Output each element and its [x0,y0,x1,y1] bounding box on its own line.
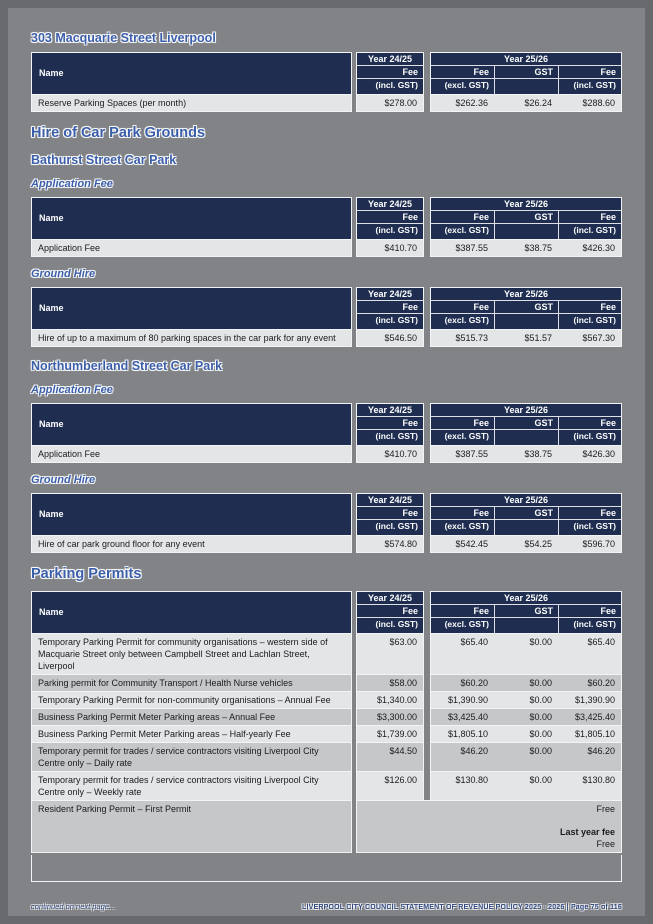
column-header-year-2526: Year 25/26 [430,591,622,605]
fee-value-cell: $1,805.10 [558,725,622,742]
fee-value-cell: $60.20 [430,674,494,691]
fee-name-cell: Business Parking Permit Meter Parking areas – Annual Fee [31,708,352,725]
fee-name-cell: Reserve Parking Spaces (per month) [31,94,352,112]
column-header-fee-incl: Fee [558,605,622,618]
column-header-fee-incl: Fee [558,66,622,79]
table-parking-permits [31,591,622,853]
column-header-gst: GST [494,211,558,224]
fee-value-cell: $126.00 [356,771,424,800]
column-header-fee-excl: Fee [430,417,494,430]
fee-value-cell: $574.80 [356,535,424,553]
column-header-year-2425: Year 24/25 [356,403,424,417]
fee-value-cell: $0.00 [494,674,558,691]
column-header-incl-gst-note: (incl. GST) [558,618,622,633]
column-header-name: Name [31,591,352,633]
heading-bathurst-street-car-park: Bathurst Street Car Park [31,153,177,167]
column-header-fee-incl: Fee [558,211,622,224]
fee-value-cell: $38.75 [494,239,558,257]
column-header-year-2425: Year 24/25 [356,197,424,211]
fee-value-cell: $0.00 [494,633,558,674]
column-header-gst-note-empty [494,79,558,94]
heading-parking-permits: Parking Permits [31,566,142,582]
column-header-fee-incl: Fee [558,417,622,430]
fee-name-cell: Parking permit for Community Transport / Health Nurse vehicles [31,674,352,691]
fee-value-cell: $387.55 [430,239,494,257]
column-header-fee-excl: Fee [430,301,494,314]
column-header-excl-gst-note: (excl. GST) [430,520,494,535]
column-header-fee: Fee [356,66,424,79]
fee-value-cell: $65.40 [430,633,494,674]
column-header-incl-gst: (incl. GST) [356,314,424,329]
fee-value-cell: $426.30 [558,445,622,463]
column-header-fee-incl: Fee [558,507,622,520]
column-header-incl-gst: (incl. GST) [356,520,424,535]
heading-application-fee: Application Fee [31,384,113,396]
fee-free-cell: Free [356,800,622,817]
column-header-name: Name [31,403,352,445]
column-header-incl-gst-note: (incl. GST) [558,224,622,239]
fee-name-cell: Application Fee [31,239,352,257]
fee-value-cell: $44.50 [356,742,424,771]
column-header-year-2425: Year 24/25 [356,493,424,507]
table-continuation-frame [31,855,622,882]
column-header-gst: GST [494,301,558,314]
heading-macquarie-street: 303 Macquarie Street Liverpool [31,31,216,45]
fee-value-cell: $410.70 [356,239,424,257]
fee-name-cell: Resident Parking Permit – First Permit [31,800,352,817]
fee-name-cell: Hire of car park ground floor for any event [31,535,352,553]
column-header-excl-gst-note: (excl. GST) [430,314,494,329]
column-header-year-2526: Year 25/26 [430,197,622,211]
column-header-year-2526: Year 25/26 [430,52,622,66]
heading-ground-hire: Ground Hire [31,474,96,486]
fee-value-cell: $54.25 [494,535,558,553]
fee-value-cell: $130.80 [558,771,622,800]
fee-value-cell: $410.70 [356,445,424,463]
column-header-incl-gst-note: (incl. GST) [558,430,622,445]
fee-value-cell: $278.00 [356,94,424,112]
fee-value-cell: $567.30 [558,329,622,347]
column-header-excl-gst-note: (excl. GST) [430,618,494,633]
fee-name-cell: Temporary Parking Permit for community organisations – western side of Macquarie Street only between Campbell Street and Lachlan Street, Liverpool [31,633,352,674]
fee-value-cell: $262.36 [430,94,494,112]
fee-value-cell: $426.30 [558,239,622,257]
fee-value-cell: $0.00 [494,708,558,725]
fee-value-cell: $542.45 [430,535,494,553]
column-header-incl-gst-note: (incl. GST) [558,79,622,94]
column-header-year-2526: Year 25/26 [430,403,622,417]
column-header-fee: Fee [356,507,424,520]
fee-name-cell: Application Fee [31,445,352,463]
table-bathurst-application-fee [31,197,622,257]
column-header-incl-gst: (incl. GST) [356,79,424,94]
column-header-fee: Fee [356,211,424,224]
fee-value-cell: $3,425.40 [430,708,494,725]
fee-value-cell: $1,739.00 [356,725,424,742]
heading-ground-hire: Ground Hire [31,268,96,280]
fee-value-cell: $387.55 [430,445,494,463]
column-header-incl-gst: (incl. GST) [356,618,424,633]
column-header-fee-excl: Fee [430,211,494,224]
column-header-fee-excl: Fee [430,605,494,618]
column-header-incl-gst-note: (incl. GST) [558,520,622,535]
fee-value-cell: $0.00 [494,725,558,742]
last-year-fee-value: Free [596,839,615,849]
column-header-year-2425: Year 24/25 [356,52,424,66]
column-header-gst-note-empty [494,224,558,239]
fee-value-cell: $0.00 [494,771,558,800]
fee-value-cell: $130.80 [430,771,494,800]
fee-value-cell: $58.00 [356,674,424,691]
column-header-incl-gst: (incl. GST) [356,224,424,239]
column-header-fee-excl: Fee [430,507,494,520]
column-header-name: Name [31,287,352,329]
column-header-name: Name [31,493,352,535]
fee-name-cell: Temporary Parking Permit for non-community organisations – Annual Fee [31,691,352,708]
column-header-fee: Fee [356,605,424,618]
column-header-excl-gst-note: (excl. GST) [430,224,494,239]
footer-document-title: LIVERPOOL CITY COUNCIL STATEMENT OF REVENUE POLICY 2025 - 2026 | Page 75 of 116 [301,904,622,911]
column-header-year-2425: Year 24/25 [356,591,424,605]
column-header-fee: Fee [356,417,424,430]
fee-value-cell: $1,805.10 [430,725,494,742]
heading-application-fee: Application Fee [31,178,113,190]
table-macquarie-fees [31,52,622,112]
last-year-fee-label: Last year fee [559,827,615,837]
column-header-year-2425: Year 24/25 [356,287,424,301]
document-page [8,8,645,916]
column-header-gst-note-empty [494,430,558,445]
heading-hire-of-car-park-grounds: Hire of Car Park Grounds [31,125,206,141]
page-footer [31,902,622,911]
column-header-gst-note-empty [494,618,558,633]
fee-value-cell: $63.00 [356,633,424,674]
fee-value-cell: $515.73 [430,329,494,347]
fee-value-cell: $51.57 [494,329,558,347]
column-header-name: Name [31,197,352,239]
last-year-fee-cell [356,817,622,853]
fee-value-cell: $26.24 [494,94,558,112]
column-header-gst-note-empty [494,520,558,535]
fee-name-cell: Temporary permit for trades / service contractors visiting Liverpool City Centre only – Weekly rate [31,771,352,800]
column-header-fee-excl: Fee [430,66,494,79]
column-header-gst-note-empty [494,314,558,329]
fee-value-cell: $60.20 [558,674,622,691]
column-header-gst: GST [494,507,558,520]
heading-northumberland-street-car-park: Northumberland Street Car Park [31,359,223,373]
fee-value-cell: $1,390.90 [558,691,622,708]
fee-value-cell: $3,425.40 [558,708,622,725]
column-header-incl-gst: (incl. GST) [356,430,424,445]
column-header-year-2526: Year 25/26 [430,287,622,301]
fee-value-cell: $0.00 [494,742,558,771]
table-bathurst-ground-hire [31,287,622,347]
footer-continued-note: continued on next page... [31,902,116,911]
fee-value-cell: $596.70 [558,535,622,553]
column-header-gst: GST [494,66,558,79]
fee-name-cell: Temporary permit for trades / service contractors visiting Liverpool City Centre only – Daily rate [31,742,352,771]
fee-value-cell: $38.75 [494,445,558,463]
column-header-gst: GST [494,605,558,618]
fee-value-cell: $546.50 [356,329,424,347]
column-header-name: Name [31,52,352,94]
fee-name-cell: Hire of up to a maximum of 80 parking spaces in the car park for any event [31,329,352,347]
column-header-gst: GST [494,417,558,430]
table-northumberland-ground-hire [31,493,622,553]
fee-name-cell-empty [31,817,352,853]
fee-value-cell: $1,390.90 [430,691,494,708]
fee-name-cell: Business Parking Permit Meter Parking areas – Half-yearly Fee [31,725,352,742]
table-northumberland-application-fee [31,403,622,463]
fee-value-cell: $46.20 [430,742,494,771]
column-header-excl-gst-note: (excl. GST) [430,79,494,94]
fee-value-cell: $0.00 [494,691,558,708]
column-header-fee-incl: Fee [558,301,622,314]
fee-value-cell: $1,340.00 [356,691,424,708]
column-header-incl-gst-note: (incl. GST) [558,314,622,329]
column-header-fee: Fee [356,301,424,314]
column-header-excl-gst-note: (excl. GST) [430,430,494,445]
fee-value-cell: $46.20 [558,742,622,771]
column-header-year-2526: Year 25/26 [430,493,622,507]
fee-value-cell: $3,300.00 [356,708,424,725]
fee-value-cell: $288.60 [558,94,622,112]
fee-value-cell: $65.40 [558,633,622,674]
